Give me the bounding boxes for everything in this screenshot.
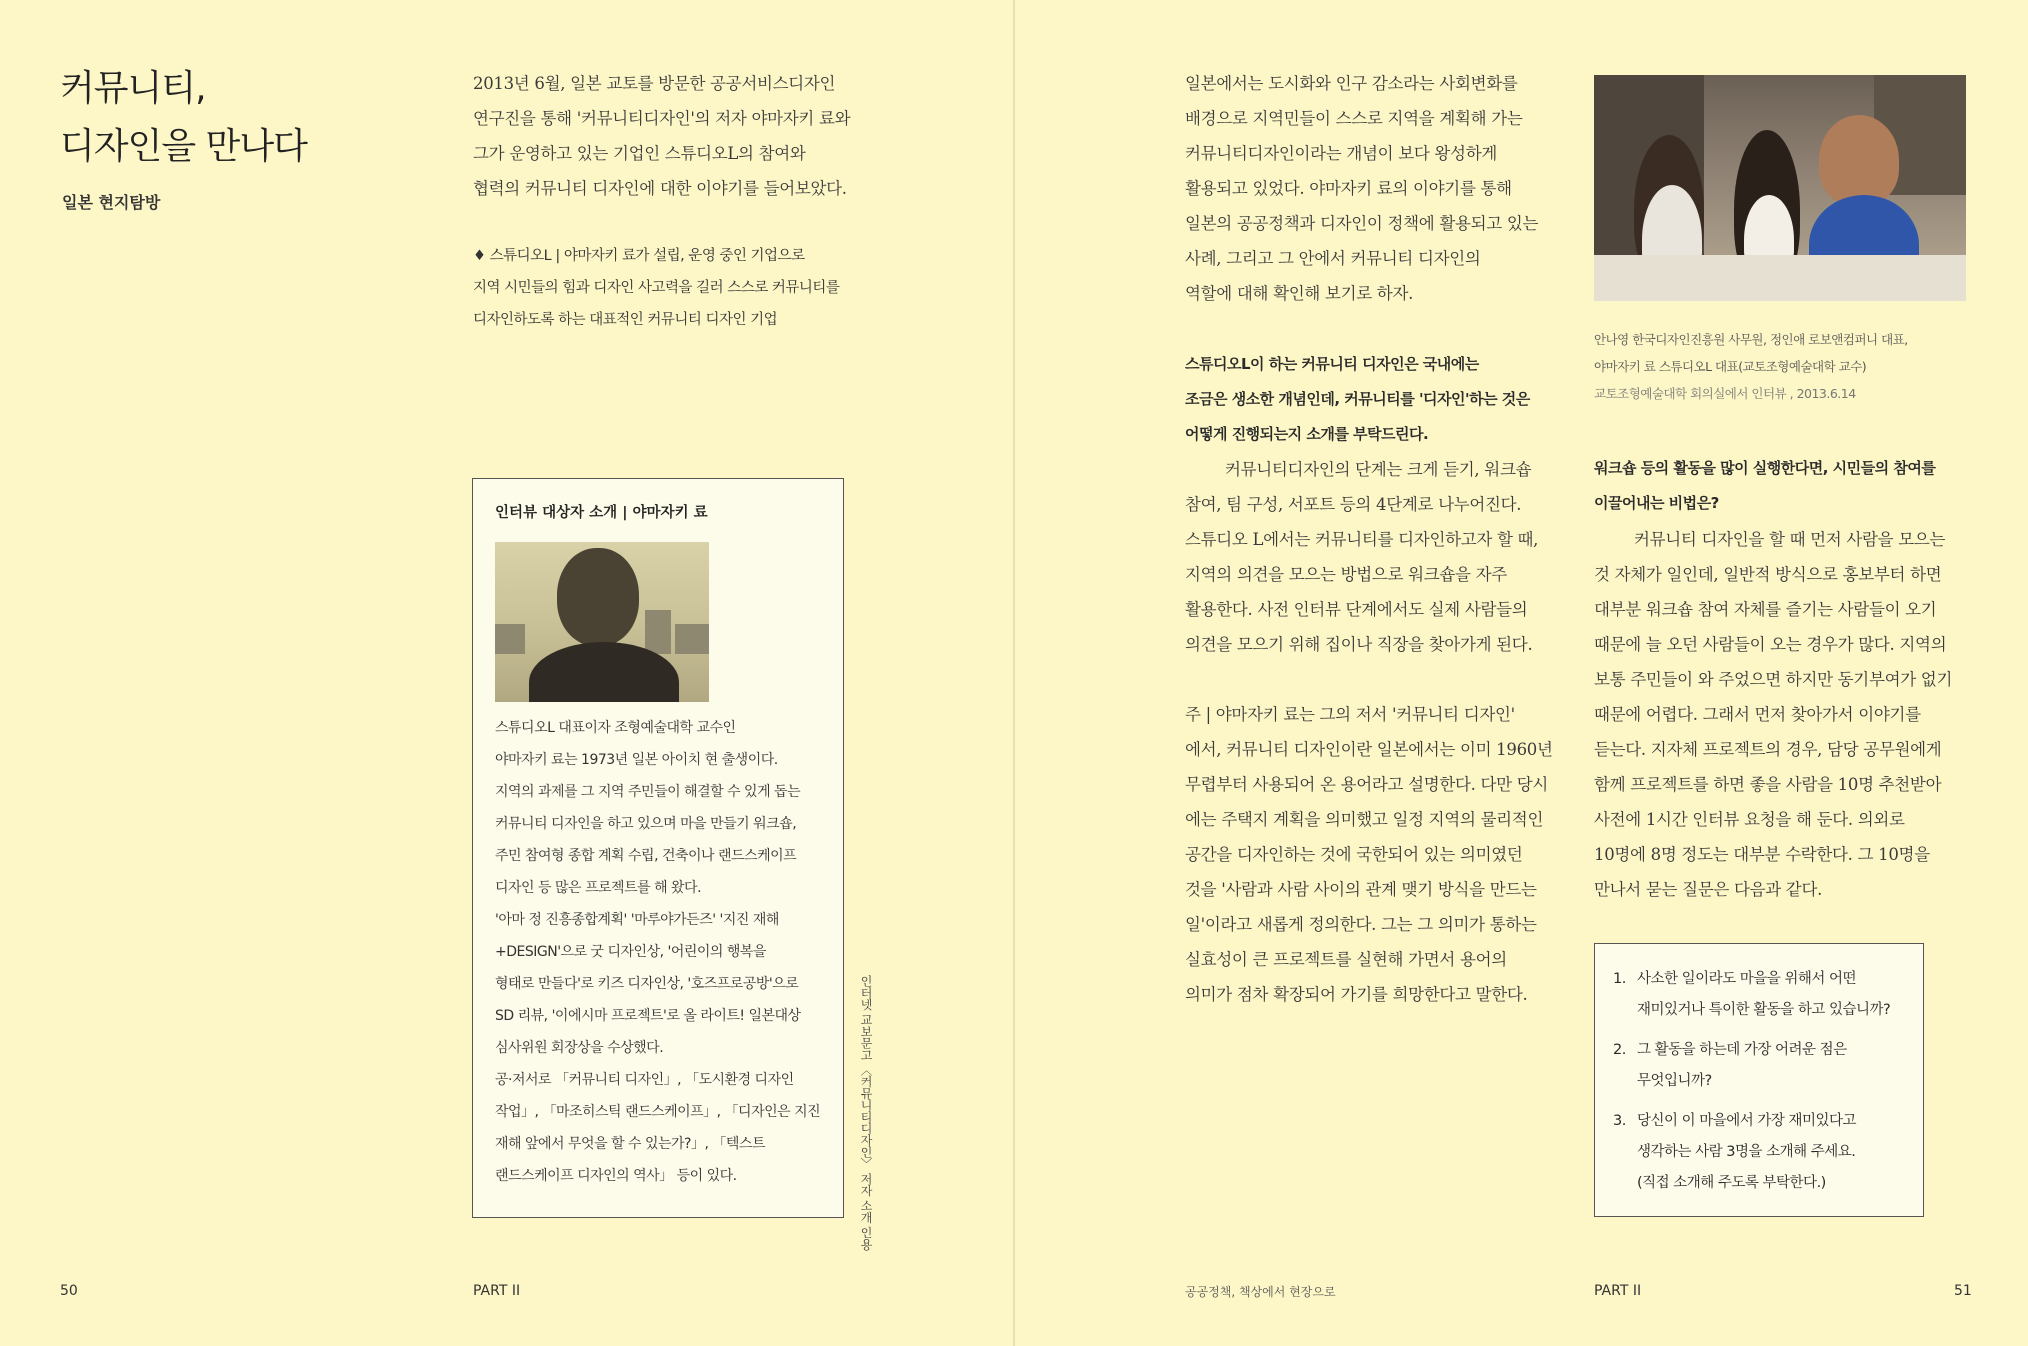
photo-caption-line: 안나영 한국디자인진흥원 사무원, 정인애 로보앤컴퍼니 대표, <box>1594 332 1908 347</box>
page-title <box>60 60 400 176</box>
right-intro-line: 배경으로 지역민들이 스스로 지역을 계획해 가는 <box>1185 109 1523 128</box>
question-line: 워크숍 등의 활동을 많이 실행한다면, 시민들의 참여를 <box>1594 459 1936 477</box>
profile-line: '아마 정 진흥종합계획' '마루야가든즈' '지진 재해 <box>495 912 779 928</box>
folio-section-right: 공공정책, 책상에서 현장으로 <box>1185 1285 1336 1299</box>
question-text: 그 활동을 하는데 가장 어려운 점은 <box>1637 1042 1847 1058</box>
profile-line: 디자인 등 많은 프로젝트를 해 왔다. <box>495 880 702 896</box>
footnote-line: 실효성이 큰 프로젝트를 실현해 가면서 용어의 <box>1185 950 1507 969</box>
profile-line: 심사위원 회장상을 수상했다. <box>495 1040 664 1056</box>
photo-caption <box>1594 326 1974 407</box>
right-intro-line: 커뮤니티디자인이라는 개념이 보다 왕성하게 <box>1185 144 1497 163</box>
folio-part-right: PART II <box>1594 1283 1642 1299</box>
intro-paragraph <box>473 66 873 206</box>
photo-caption-line: 교토조형예술대학 회의실에서 인터뷰 , 2013.6.14 <box>1594 386 1856 401</box>
studio-note-line: 지역 시민들의 힘과 디자인 사고력을 길러 스스로 커뮤니티를 <box>473 280 840 296</box>
studio-note-line: ♦ 스튜디오L | 야마자키 료가 설립, 운영 중인 기업으로 <box>473 248 805 264</box>
answer-line: 것 자체가 일인데, 일반적 방식으로 홍보부터 하면 <box>1594 565 1942 584</box>
profile-line: SD 리뷰, '이에시마 프로젝트'로 올 라이트! 일본대상 <box>495 1008 801 1024</box>
right-intro-line: 일본에서는 도시화와 인구 감소라는 사회변화를 <box>1185 74 1518 93</box>
profile-line: 주민 참여형 종합 계획 수립, 건축이나 랜드스케이프 <box>495 848 797 864</box>
answer-line: 보통 주민들이 와 주었으면 하지만 동기부여가 없기 <box>1594 670 1953 689</box>
answer-line: 만나서 묻는 질문은 다음과 같다. <box>1594 880 1823 899</box>
profile-line: 형태로 만들다'로 키즈 디자인상, '호즈프로공방'으로 <box>495 976 799 992</box>
right-intro-line: 사례, 그리고 그 안에서 커뮤니티 디자인의 <box>1185 249 1481 268</box>
footnote <box>1185 697 1585 1012</box>
footnote-line: 주 | 야마자키 료는 그의 저서 '커뮤니티 디자인' <box>1185 705 1515 724</box>
profile-line: 스튜디오L 대표이자 조형예술대학 교수인 <box>495 720 736 736</box>
answer-line: 듣는다. 지자체 프로젝트의 경우, 담당 공무원에게 <box>1594 740 1942 759</box>
interviewee-profile-box <box>472 478 844 1218</box>
question-line: 이끌어내는 비법은? <box>1594 494 1719 512</box>
intro-line: 2013년 6월, 일본 교토를 방문한 공공서비스디자인 <box>473 74 836 93</box>
answer-line: 커뮤니티 디자인을 할 때 먼저 사람을 모으는 <box>1634 530 1946 549</box>
answer-line: 때문에 늘 오던 사람들이 오는 경우가 많다. 지역의 <box>1594 635 1947 654</box>
profile-line: 지역의 과제를 그 지역 주민들이 해결할 수 있게 돕는 <box>495 784 801 800</box>
page-subtitle: 일본 현지탐방 <box>62 193 161 212</box>
footnote-line: 것을 '사람과 사람 사이의 관계 맺기 방식을 만드는 <box>1185 880 1537 899</box>
question-number: 2. <box>1613 1042 1626 1058</box>
interview-answer-1 <box>1185 452 1585 662</box>
footnote-line: 공간을 디자인하는 것에 국한되어 있는 의미였던 <box>1185 845 1523 864</box>
answer-line: 대부분 워크숍 참여 자체를 즐기는 사람들이 오기 <box>1594 600 1937 619</box>
right-intro-paragraph <box>1185 66 1585 311</box>
right-intro-line: 역할에 대해 확인해 보기로 하자. <box>1185 284 1414 303</box>
answer-line: 함께 프로젝트를 하면 좋을 사람을 10명 추천받아 <box>1594 775 1942 794</box>
answer-line: 사전에 1시간 인터뷰 요청을 해 둔다. 의외로 <box>1594 810 1905 829</box>
footnote-line: 에서, 커뮤니티 디자인이란 일본에서는 이미 1960년 <box>1185 740 1553 759</box>
profile-line: 랜드스케이프 디자인의 역사」 등이 있다. <box>495 1168 737 1184</box>
profile-line: 공·저서로 「커뮤니티 디자인」, 「도시환경 디자인 <box>495 1072 794 1088</box>
profile-line: 야마자키 료는 1973년 일본 아이치 현 출생이다. <box>495 752 778 768</box>
answer-line: 커뮤니티디자인의 단계는 크게 듣기, 워크숍 <box>1225 460 1532 479</box>
profile-line: 재해 앞에서 무엇을 할 수 있는가?」, 「텍스트 <box>495 1136 765 1152</box>
question-line: 어떻게 진행되는지 소개를 부탁드린다. <box>1185 425 1429 443</box>
question-line: 스튜디오L이 하는 커뮤니티 디자인은 국내에는 <box>1185 355 1479 373</box>
answer-line: 지역의 의견을 모으는 방법으로 워크숍을 자주 <box>1185 565 1507 584</box>
profile-line: 커뮤니티 디자인을 하고 있으며 마을 만들기 워크숍, <box>495 816 797 832</box>
footnote-line: 무렵부터 사용되어 온 용어라고 설명한다. 다만 당시 <box>1185 775 1549 794</box>
page-number-left: 50 <box>60 1283 78 1299</box>
question-item <box>1613 1035 1923 1097</box>
profile-text <box>495 712 821 1192</box>
question-line: 조금은 생소한 개념인데, 커뮤니티를 '디자인'하는 것은 <box>1185 390 1530 408</box>
question-text: 당신이 이 마을에서 가장 재미있다고 <box>1637 1113 1857 1129</box>
footnote-line: 에는 주택지 계획을 의미했고 일정 지역의 물리적인 <box>1185 810 1544 829</box>
interview-answer-2 <box>1594 522 1994 907</box>
intro-line: 연구진을 통해 '커뮤니티디자인'의 저자 야마자키 료와 <box>473 109 851 128</box>
footnote-line: 일'이라고 새롭게 정의한다. 그는 그 의미가 통하는 <box>1185 915 1537 934</box>
answer-line: 의견을 모으기 위해 집이나 직장을 찾아가게 된다. <box>1185 635 1533 654</box>
interview-question-1 <box>1185 347 1585 452</box>
photo-caption-line: 야마자키 료 스튜디오L 대표(교토조형예술대학 교수) <box>1594 359 1867 374</box>
page-number-right: 51 <box>1954 1283 1972 1299</box>
answer-line: 때문에 어렵다. 그래서 먼저 찾아가서 이야기를 <box>1594 705 1921 724</box>
left-page <box>0 0 1013 1346</box>
source-side-caption: 인터넷 교보문고 〈커뮤니티디자인〉 저자 소개 인용 <box>859 975 873 1250</box>
profile-heading: 인터뷰 대상자 소개 | 야마자키 료 <box>495 505 708 521</box>
interview-question-2 <box>1594 451 1994 521</box>
question-text: 재미있거나 특이한 활동을 하고 있습니까? <box>1637 1002 1891 1018</box>
interview-questions-box <box>1594 943 1924 1217</box>
question-text: (직접 소개해 주도록 부탁한다.) <box>1637 1175 1826 1191</box>
answer-line: 스튜디오 L에서는 커뮤니티를 디자인하고자 할 때, <box>1185 530 1539 549</box>
title-line-2: 디자인을 만나다 <box>60 126 307 167</box>
folio-part-left: PART II <box>473 1283 521 1299</box>
interview-photo <box>1594 75 1966 301</box>
answer-line: 참여, 팀 구성, 서포트 등의 4단계로 나누어진다. <box>1185 495 1522 514</box>
answer-line: 활용한다. 사전 인터뷰 단계에서도 실제 사람들의 <box>1185 600 1528 619</box>
portrait-photo <box>495 542 709 702</box>
title-line-1: 커뮤니티, <box>60 68 206 109</box>
question-number: 3. <box>1613 1113 1626 1129</box>
question-item <box>1613 1106 1923 1199</box>
studio-note-line: 디자인하도록 하는 대표적인 커뮤니티 디자인 기업 <box>473 312 778 328</box>
question-text: 생각하는 사람 3명을 소개해 주세요. <box>1637 1144 1856 1160</box>
question-item <box>1613 964 1923 1026</box>
answer-line: 10명에 8명 정도는 대부분 수락한다. 그 10명을 <box>1594 845 1930 864</box>
studio-l-note <box>473 240 873 336</box>
footnote-line: 의미가 점차 확장되어 가기를 희망한다고 말한다. <box>1185 985 1528 1004</box>
intro-line: 협력의 커뮤니티 디자인에 대한 이야기를 들어보았다. <box>473 179 847 198</box>
question-number: 1. <box>1613 971 1626 987</box>
right-intro-line: 활용되고 있었다. 야마자키 료의 이야기를 통해 <box>1185 179 1512 198</box>
profile-line: +DESIGN'으로 굿 디자인상, '어린이의 행복을 <box>495 944 766 960</box>
question-text: 무엇입니까? <box>1637 1073 1712 1089</box>
question-text: 사소한 일이라도 마을을 위해서 어떤 <box>1637 971 1857 987</box>
intro-line: 그가 운영하고 있는 기업인 스튜디오L의 참여와 <box>473 144 806 163</box>
right-intro-line: 일본의 공공정책과 디자인이 정책에 활용되고 있는 <box>1185 214 1539 233</box>
profile-line: 작업」, 「마조히스틱 랜드스케이프」, 「디자인은 지진 <box>495 1104 821 1120</box>
